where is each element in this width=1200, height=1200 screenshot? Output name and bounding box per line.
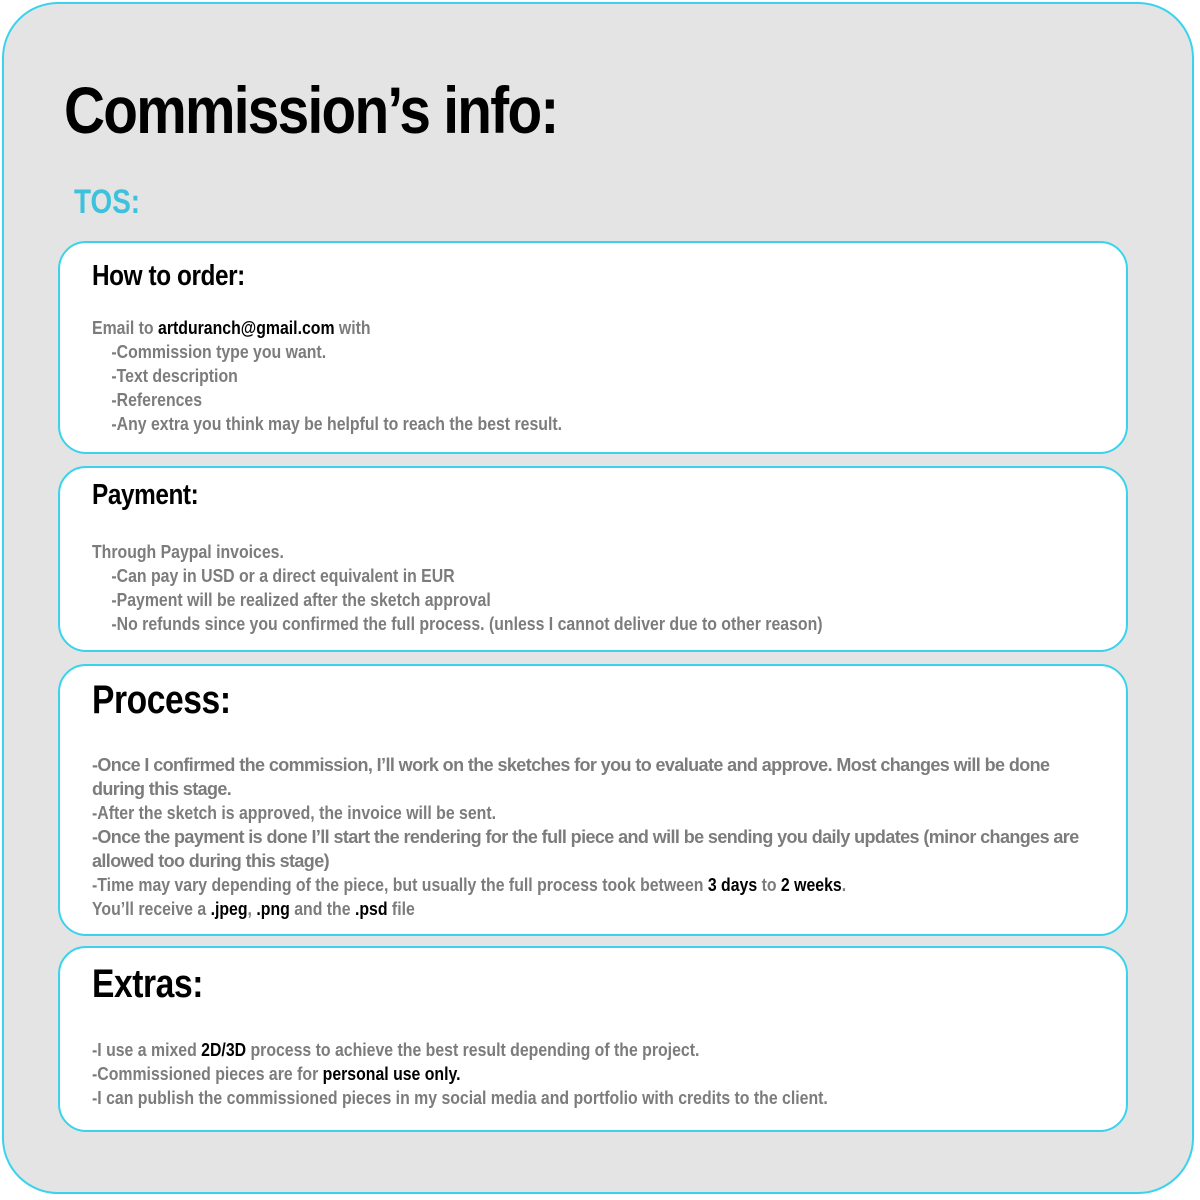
process-body — [92, 753, 1086, 921]
file-type-psd: .psd — [354, 899, 388, 919]
payment-heading: Payment: — [92, 479, 199, 511]
files-and: and the — [289, 899, 355, 919]
files-end: file — [387, 899, 415, 919]
extras-body — [92, 1038, 1086, 1110]
process-line: -Once I confirmed the commission, I’ll work on the sketches for you to evaluate and approve. Most changes will be done during this stage. — [92, 755, 1050, 799]
email-link[interactable]: artduranch@gmail.com — [158, 318, 335, 338]
extras-text: -Commissioned pieces are for — [92, 1064, 323, 1084]
file-type-png: .png — [256, 899, 290, 919]
list-item: -Payment will be realized after the sketch approval — [111, 590, 491, 610]
list-item: -Text description — [111, 366, 238, 386]
process-files — [92, 897, 967, 921]
extras-heading: Extras: — [92, 962, 203, 1006]
file-type-jpeg: .jpeg — [210, 899, 248, 919]
min-duration: 3 days — [707, 875, 758, 895]
extras-card — [58, 946, 1128, 1132]
payment-intro: Through Paypal invoices. — [92, 542, 284, 562]
how-to-order-heading: How to order: — [92, 260, 245, 292]
process-line: -After the sketch is approved, the invoice will be sent. — [92, 803, 497, 823]
intro-text-end: with — [334, 318, 371, 338]
intro-text: Email to — [92, 318, 159, 338]
extras-text: -I use a mixed — [92, 1040, 202, 1060]
max-duration: 2 weeks — [780, 875, 842, 895]
timeframe-to: to — [757, 875, 781, 895]
list-item: -No refunds since you confirmed the full process. (unless I cannot deliver due to other reason) — [111, 614, 823, 634]
extras-line — [92, 1062, 967, 1086]
technique-highlight: 2D/3D — [201, 1040, 247, 1060]
timeframe-end: . — [841, 875, 847, 895]
page-title: Commission’s info: — [64, 73, 558, 147]
files-text: You’ll receive a — [92, 899, 211, 919]
payment-body — [92, 540, 1086, 636]
tos-heading: TOS: — [74, 183, 141, 221]
extras-text-end: process to achieve the best result depending of the project. — [246, 1040, 700, 1060]
files-separator: , — [247, 899, 257, 919]
list-item: -Commission type you want. — [111, 342, 327, 362]
payment-card — [58, 466, 1128, 652]
how-to-order-intro — [92, 316, 967, 340]
process-timeframe — [92, 873, 967, 897]
process-line: -Once the payment is done I’ll start the rendering for the full piece and will be sending you daily updates (minor changes are allowed too during this stage) — [92, 827, 1079, 871]
process-card — [58, 664, 1128, 936]
extras-line: -I can publish the commissioned pieces in my social media and portfolio with credits to the client. — [92, 1088, 828, 1108]
list-item: -References — [111, 390, 203, 410]
process-heading: Process: — [92, 678, 231, 722]
list-item: -Any extra you think may be helpful to reach the best result. — [111, 414, 563, 434]
extras-line — [92, 1038, 967, 1062]
how-to-order-body — [92, 316, 1086, 436]
timeframe-text: -Time may vary depending of the piece, but usually the full process took between — [92, 875, 708, 895]
list-item: -Can pay in USD or a direct equivalent in EUR — [111, 566, 455, 586]
how-to-order-card — [58, 241, 1128, 454]
usage-highlight: personal use only. — [322, 1064, 461, 1084]
